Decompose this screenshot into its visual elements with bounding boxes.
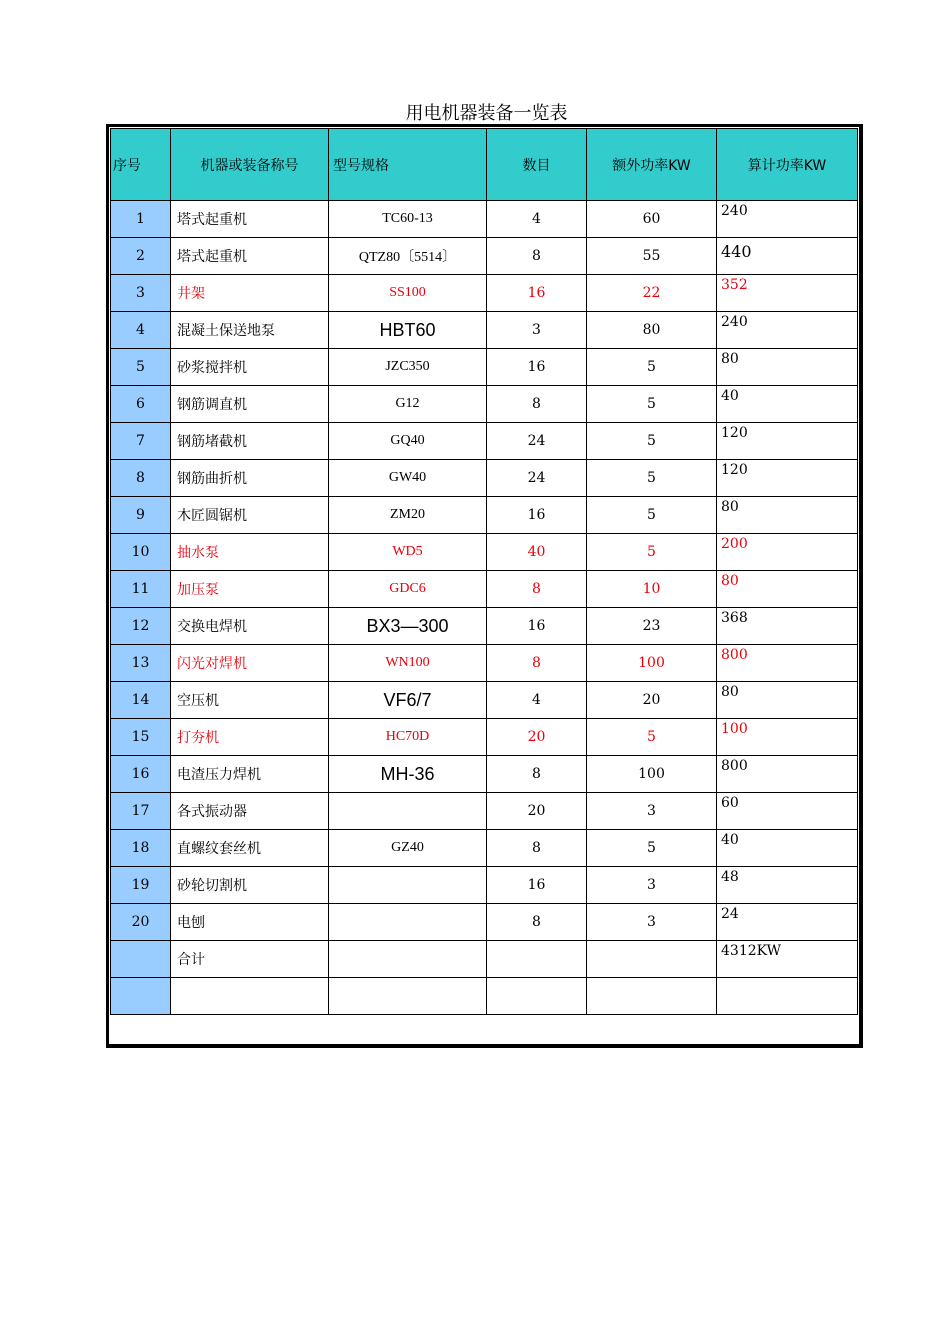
table-row <box>111 645 858 682</box>
row-qty: 20 <box>487 793 587 830</box>
table-row <box>111 238 858 275</box>
row-calc-power: 40 <box>717 830 858 867</box>
row-name: 塔式起重机 <box>171 238 329 275</box>
row-model <box>329 793 487 830</box>
row-model: JZC350 <box>329 349 487 386</box>
row-model: VF6/7 <box>329 682 487 719</box>
row-qty: 8 <box>487 830 587 867</box>
empty-row <box>111 978 858 1015</box>
row-calc-power: 80 <box>717 497 858 534</box>
header-rated-power: 额外功率KW <box>587 129 717 201</box>
row-rated-power: 55 <box>587 238 717 275</box>
row-calc-power: 240 <box>717 201 858 238</box>
row-calc-power: 120 <box>717 460 858 497</box>
row-name: 钢筋堵截机 <box>171 423 329 460</box>
row-qty: 4 <box>487 682 587 719</box>
table-row <box>111 793 858 830</box>
empty-rated <box>587 978 717 1015</box>
row-name: 抽水泵 <box>171 534 329 571</box>
table-row <box>111 830 858 867</box>
row-model: ZM20 <box>329 497 487 534</box>
row-model: GQ40 <box>329 423 487 460</box>
row-name: 电刨 <box>171 904 329 941</box>
empty-calc <box>717 978 858 1015</box>
table-row <box>111 534 858 571</box>
row-seq: 9 <box>111 497 171 534</box>
row-seq: 2 <box>111 238 171 275</box>
row-seq: 19 <box>111 867 171 904</box>
table-row <box>111 682 858 719</box>
row-seq: 7 <box>111 423 171 460</box>
row-rated-power: 80 <box>587 312 717 349</box>
row-rated-power: 10 <box>587 571 717 608</box>
total-row <box>111 941 858 978</box>
row-calc-power: 440 <box>717 238 858 275</box>
table-row <box>111 460 858 497</box>
row-rated-power: 5 <box>587 534 717 571</box>
table-row <box>111 423 858 460</box>
row-model: GZ40 <box>329 830 487 867</box>
row-seq: 3 <box>111 275 171 312</box>
total-qty <box>487 941 587 978</box>
row-name: 加压泵 <box>171 571 329 608</box>
header-model: 型号规格 <box>329 129 487 201</box>
row-rated-power: 5 <box>587 719 717 756</box>
row-qty: 24 <box>487 460 587 497</box>
row-qty: 8 <box>487 571 587 608</box>
table-row <box>111 756 858 793</box>
row-name: 空压机 <box>171 682 329 719</box>
row-model: TC60-13 <box>329 201 487 238</box>
row-seq: 8 <box>111 460 171 497</box>
row-model: WD5 <box>329 534 487 571</box>
total-label: 合计 <box>171 941 329 978</box>
row-seq: 17 <box>111 793 171 830</box>
equipment-table <box>110 128 858 1015</box>
row-model: QTZ80〔5514〕 <box>329 238 487 275</box>
row-calc-power: 80 <box>717 349 858 386</box>
row-qty: 16 <box>487 275 587 312</box>
row-name: 混凝土保送地泵 <box>171 312 329 349</box>
row-calc-power: 60 <box>717 793 858 830</box>
table-row <box>111 386 858 423</box>
page-title: 用电机器装备一览表 <box>405 103 568 124</box>
row-rated-power: 5 <box>587 349 717 386</box>
row-calc-power: 80 <box>717 682 858 719</box>
row-seq: 15 <box>111 719 171 756</box>
row-qty: 8 <box>487 904 587 941</box>
row-seq: 18 <box>111 830 171 867</box>
row-qty: 8 <box>487 756 587 793</box>
row-model: GW40 <box>329 460 487 497</box>
row-model: GDC6 <box>329 571 487 608</box>
row-name: 直螺纹套丝机 <box>171 830 329 867</box>
header-name: 机器或装备称号 <box>171 129 329 201</box>
row-calc-power: 800 <box>717 756 858 793</box>
row-rated-power: 5 <box>587 497 717 534</box>
row-seq: 1 <box>111 201 171 238</box>
row-qty: 3 <box>487 312 587 349</box>
row-rated-power: 3 <box>587 793 717 830</box>
header-calc-power: 算计功率KW <box>717 129 858 201</box>
empty-seq <box>111 978 171 1015</box>
empty-qty <box>487 978 587 1015</box>
row-seq: 6 <box>111 386 171 423</box>
row-rated-power: 5 <box>587 830 717 867</box>
header-qty: 数目 <box>487 129 587 201</box>
row-qty: 40 <box>487 534 587 571</box>
row-model: HC70D <box>329 719 487 756</box>
row-qty: 8 <box>487 645 587 682</box>
row-seq: 16 <box>111 756 171 793</box>
row-rated-power: 22 <box>587 275 717 312</box>
row-rated-power: 60 <box>587 201 717 238</box>
table-row <box>111 201 858 238</box>
row-calc-power: 80 <box>717 571 858 608</box>
row-rated-power: 100 <box>587 645 717 682</box>
row-calc-power: 352 <box>717 275 858 312</box>
row-rated-power: 3 <box>587 904 717 941</box>
row-calc-power: 368 <box>717 608 858 645</box>
table-row <box>111 275 858 312</box>
row-qty: 16 <box>487 608 587 645</box>
table-row <box>111 904 858 941</box>
row-qty: 8 <box>487 386 587 423</box>
row-model: MH-36 <box>329 756 487 793</box>
row-calc-power: 100 <box>717 719 858 756</box>
total-model <box>329 941 487 978</box>
empty-name <box>171 978 329 1015</box>
total-rated <box>587 941 717 978</box>
row-calc-power: 24 <box>717 904 858 941</box>
row-qty: 16 <box>487 497 587 534</box>
row-model: G12 <box>329 386 487 423</box>
row-name: 井架 <box>171 275 329 312</box>
row-calc-power: 48 <box>717 867 858 904</box>
row-name: 各式振动器 <box>171 793 329 830</box>
row-rated-power: 5 <box>587 460 717 497</box>
row-name: 交换电焊机 <box>171 608 329 645</box>
row-seq: 11 <box>111 571 171 608</box>
row-rated-power: 100 <box>587 756 717 793</box>
row-qty: 20 <box>487 719 587 756</box>
table-row <box>111 719 858 756</box>
row-name: 闪光对焊机 <box>171 645 329 682</box>
row-qty: 24 <box>487 423 587 460</box>
row-model <box>329 867 487 904</box>
row-seq: 10 <box>111 534 171 571</box>
table-row <box>111 312 858 349</box>
row-name: 砂浆搅拌机 <box>171 349 329 386</box>
row-qty: 16 <box>487 349 587 386</box>
row-seq: 5 <box>111 349 171 386</box>
total-seq <box>111 941 171 978</box>
row-seq: 20 <box>111 904 171 941</box>
row-calc-power: 240 <box>717 312 858 349</box>
row-name: 砂轮切割机 <box>171 867 329 904</box>
row-name: 木匠圆锯机 <box>171 497 329 534</box>
row-calc-power: 120 <box>717 423 858 460</box>
row-qty: 8 <box>487 238 587 275</box>
empty-model <box>329 978 487 1015</box>
row-calc-power: 800 <box>717 645 858 682</box>
row-calc-power: 40 <box>717 386 858 423</box>
row-rated-power: 5 <box>587 423 717 460</box>
row-seq: 14 <box>111 682 171 719</box>
row-rated-power: 23 <box>587 608 717 645</box>
row-qty: 4 <box>487 201 587 238</box>
row-name: 塔式起重机 <box>171 201 329 238</box>
row-rated-power: 3 <box>587 867 717 904</box>
row-seq: 4 <box>111 312 171 349</box>
row-rated-power: 5 <box>587 386 717 423</box>
row-model: HBT60 <box>329 312 487 349</box>
header-row <box>111 129 858 201</box>
row-model: SS100 <box>329 275 487 312</box>
row-model: WN100 <box>329 645 487 682</box>
row-seq: 12 <box>111 608 171 645</box>
row-name: 钢筋调直机 <box>171 386 329 423</box>
row-qty: 16 <box>487 867 587 904</box>
table-row <box>111 867 858 904</box>
row-calc-power: 200 <box>717 534 858 571</box>
total-calc-power: 4312KW <box>717 941 858 978</box>
table-row <box>111 608 858 645</box>
table-row <box>111 349 858 386</box>
row-name: 电渣压力焊机 <box>171 756 329 793</box>
row-name: 钢筋曲折机 <box>171 460 329 497</box>
row-model <box>329 904 487 941</box>
row-seq: 13 <box>111 645 171 682</box>
row-model: BX3—300 <box>329 608 487 645</box>
table-row <box>111 571 858 608</box>
header-seq: 序号 <box>111 129 171 201</box>
row-name: 打夯机 <box>171 719 329 756</box>
table-row <box>111 497 858 534</box>
row-rated-power: 20 <box>587 682 717 719</box>
